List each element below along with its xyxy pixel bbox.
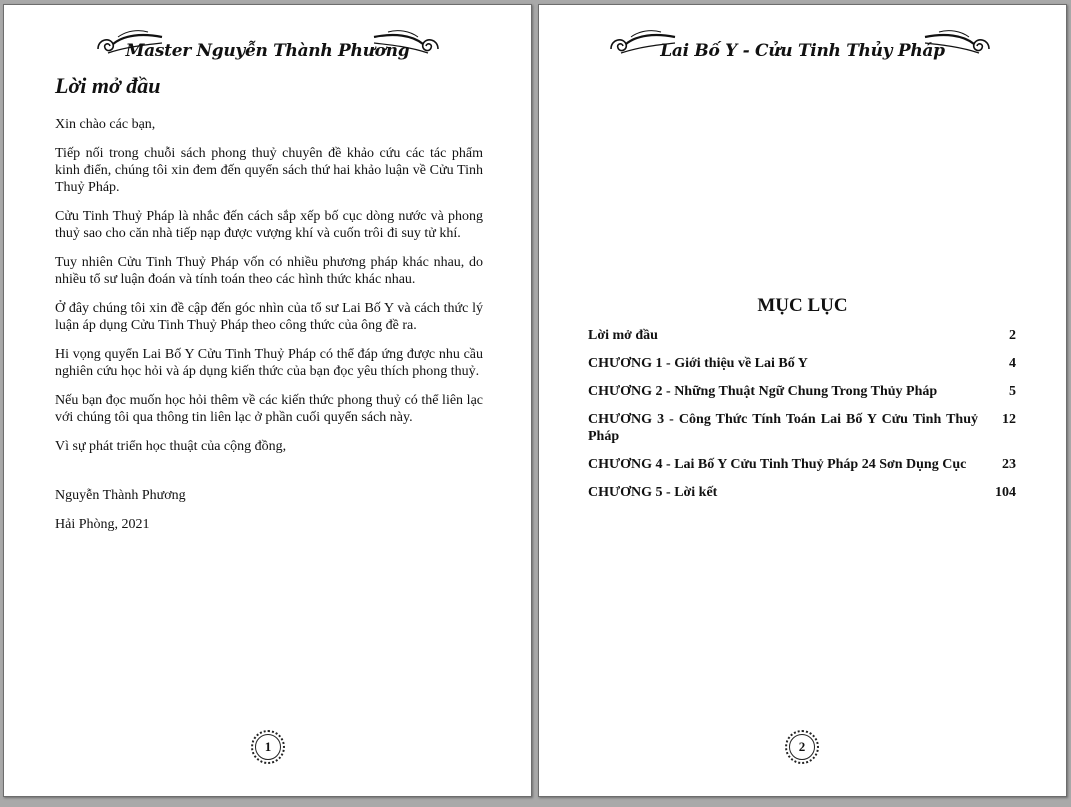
toc-entry-title: CHƯƠNG 3 - Công Thức Tính Toán Lai Bố Y Cửu Tinh Thuỷ Pháp	[588, 412, 978, 444]
running-header-title: Lai Bố Y - Cửu Tinh Thủy Pháp	[660, 41, 945, 61]
toc-entry[interactable]	[588, 484, 1016, 501]
paragraph: Tuy nhiên Cửu Tinh Thuỷ Pháp vốn có nhiều phương pháp khác nhau, do nhiều tổ sư luận đoán và tính toán theo các hình thức khác nhau.	[55, 255, 483, 287]
document-page-1	[3, 4, 532, 797]
toc-entry[interactable]	[588, 355, 1016, 372]
flourish-right-icon	[923, 27, 993, 63]
paragraph: Hi vọng quyển Lai Bố Y Cửu Tinh Thuỷ Pháp có thể đáp ứng được nhu cầu nghiên cứu học hỏi và áp dụng kiến thức của bạn đọc yêu thích phong thuỷ.	[55, 347, 483, 379]
toc-entry-page: 5	[1009, 384, 1016, 399]
toc-entry-title: CHƯƠNG 1 - Giới thiệu về Lai Bố Y	[588, 356, 808, 371]
toc-entry-title: CHƯƠNG 2 - Những Thuật Ngữ Chung Trong Thủy Pháp	[588, 384, 938, 399]
page-number-badge	[785, 730, 819, 764]
toc-entry[interactable]	[588, 327, 1016, 344]
page-number: 2	[798, 739, 806, 754]
page-number: 1	[264, 739, 272, 754]
toc-entry-page: 104	[995, 485, 1016, 500]
preface-body	[55, 116, 483, 467]
toc-entry-page: 12	[1002, 412, 1016, 427]
toc-entry[interactable]	[588, 411, 1016, 445]
toc-entry-page: 23	[1002, 457, 1016, 472]
closing-line: Vì sự phát triển học thuật của cộng đồng,	[55, 439, 287, 454]
document-page-2	[538, 4, 1067, 797]
paragraph: Nếu bạn đọc muốn học hỏi thêm về các kiến thức phong thuỷ có thể liên lạc với chúng tôi qua thông tin liên lạc ở phần cuối quyển sách này.	[55, 393, 483, 425]
toc-heading: MỤC LỤC	[757, 295, 848, 316]
greeting-text: Xin chào các bạn,	[55, 117, 156, 132]
running-header-title: Master Nguyễn Thành Phương	[125, 41, 410, 61]
page-header	[539, 27, 1066, 73]
toc-entry-page: 4	[1009, 356, 1016, 371]
toc-entry[interactable]	[588, 383, 1016, 400]
paragraph: Cửu Tinh Thuỷ Pháp là nhắc đến cách sắp xếp bố cục dòng nước và phong thuỷ sao cho căn nhà tiếp nạp được vượng khí và cuốn trôi đi suy tử khí.	[55, 209, 483, 241]
toc-entry-title: CHƯƠNG 4 - Lai Bố Y Cửu Tinh Thuỷ Pháp 24 Sơn Dụng Cục	[588, 457, 967, 472]
paragraph: Tiếp nối trong chuỗi sách phong thuỷ chuyên đề khảo cứu các tác phẩm kinh điển, chúng tôi xin đem đến quyển sách thứ hai khảo luận về Cửu Tinh Thuỷ Pháp.	[55, 146, 483, 195]
table-of-contents	[588, 327, 1016, 512]
signature-place-date: Hải Phòng, 2021	[55, 517, 150, 532]
toc-entry-page: 2	[1009, 328, 1016, 343]
toc-entry-title: Lời mở đầu	[588, 328, 658, 343]
paragraph: Ở đây chúng tôi xin đề cập đến góc nhìn của tổ sư Lai Bố Y và cách thức lý luận áp dụng Cửu Tinh Thuỷ Pháp theo công thức của ông đề ra.	[55, 301, 483, 333]
signature-block	[55, 487, 483, 545]
toc-entry-title: CHƯƠNG 5 - Lời kết	[588, 485, 718, 500]
preface-heading: Lời mở đầu	[55, 73, 161, 98]
toc-entry[interactable]	[588, 456, 1016, 473]
page-number-badge	[251, 730, 285, 764]
flourish-right-icon	[372, 27, 442, 63]
page-header	[4, 27, 531, 73]
signature-name: Nguyễn Thành Phương	[55, 488, 186, 503]
